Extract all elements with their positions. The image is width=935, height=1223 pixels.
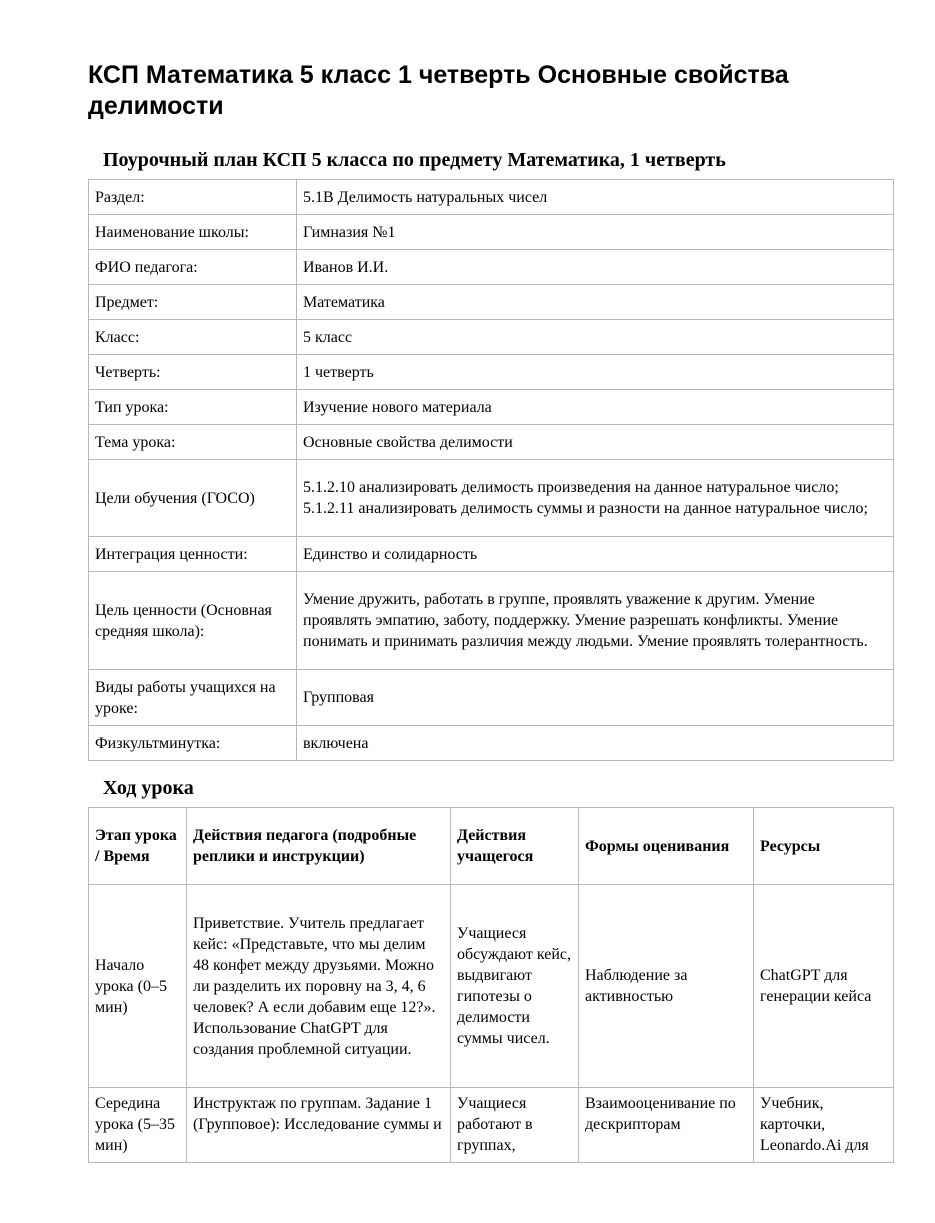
lesson-header-row bbox=[89, 808, 894, 885]
header-resources: Ресурсы bbox=[754, 808, 894, 885]
info-value: Групповая bbox=[297, 670, 894, 726]
info-label: Виды работы учащихся на уроке: bbox=[89, 670, 297, 726]
info-label: Предмет: bbox=[89, 285, 297, 320]
info-value: 5.1В Делимость натуральных чисел bbox=[297, 180, 894, 215]
info-row-section bbox=[89, 180, 894, 215]
info-label: Четверть: bbox=[89, 355, 297, 390]
lesson-stage: Начало урока (0–5 мин) bbox=[89, 885, 187, 1088]
page-bottom-mask bbox=[0, 1163, 935, 1223]
info-row-grade bbox=[89, 320, 894, 355]
info-label: Класс: bbox=[89, 320, 297, 355]
info-value: Умение дружить, работать в группе, проявлять уважение к другим. Умение проявлять эмпатию, заботу, поддержку. Умение разрешать конфликты. Умение понимать и принимать различия между людьми. Умение проявлять толерантность. bbox=[297, 572, 894, 670]
lesson-resources: ChatGPT для генерации кейса bbox=[754, 885, 894, 1088]
info-value: Гимназия №1 bbox=[297, 215, 894, 250]
lesson-teacher: Инструктаж по группам. Задание 1 (Групповое): Исследование суммы и bbox=[187, 1088, 451, 1163]
info-value: Иванов И.И. bbox=[297, 250, 894, 285]
info-label: Тип урока: bbox=[89, 390, 297, 425]
info-row-work-types bbox=[89, 670, 894, 726]
lesson-flow-table bbox=[88, 807, 894, 1163]
info-row-quarter bbox=[89, 355, 894, 390]
info-label: Интеграция ценности: bbox=[89, 537, 297, 572]
info-value: включена bbox=[297, 726, 894, 761]
header-teacher-actions: Действия педагога (подробные реплики и инструкции) bbox=[187, 808, 451, 885]
lesson-assessment: Взаимооценивание по дескрипторам bbox=[579, 1088, 754, 1163]
info-label: Наименование школы: bbox=[89, 215, 297, 250]
info-label: Раздел: bbox=[89, 180, 297, 215]
lesson-stage: Середина урока (5–35 мин) bbox=[89, 1088, 187, 1163]
info-label: Цель ценности (Основная средняя школа): bbox=[89, 572, 297, 670]
info-label: Физкультминутка: bbox=[89, 726, 297, 761]
lesson-student: Учащиеся работают в группах, bbox=[451, 1088, 579, 1163]
info-value: 5.1.2.10 анализировать делимость произведения на данное натуральное число; 5.1.2.11 анализировать делимость суммы и разности на данное натуральное число; bbox=[297, 460, 894, 537]
info-row-topic bbox=[89, 425, 894, 460]
lesson-row-start bbox=[89, 885, 894, 1088]
info-value: Основные свойства делимости bbox=[297, 425, 894, 460]
header-stage: Этап урока / Время bbox=[89, 808, 187, 885]
info-value: 1 четверть bbox=[297, 355, 894, 390]
lesson-resources: Учебник, карточки, Leonardo.Ai для bbox=[754, 1088, 894, 1163]
info-row-teacher bbox=[89, 250, 894, 285]
info-row-value-integration bbox=[89, 537, 894, 572]
lesson-teacher: Приветствие. Учитель предлагает кейс: «Представьте, что мы делим 48 конфет между друзьями. Можно ли разделить их поровну на 3, 4, 6 человек? А если добавим еще 12?». Использование ChatGPT для создания проблемной ситуации. bbox=[187, 885, 451, 1088]
info-row-value-goal bbox=[89, 572, 894, 670]
info-row-subject bbox=[89, 285, 894, 320]
info-label: Тема урока: bbox=[89, 425, 297, 460]
lesson-row-middle bbox=[89, 1088, 894, 1163]
header-student-actions: Действия учащегося bbox=[451, 808, 579, 885]
info-value: Единство и солидарность bbox=[297, 537, 894, 572]
lesson-student: Учащиеся обсуждают кейс, выдвигают гипотезы о делимости суммы чисел. bbox=[451, 885, 579, 1088]
document-title: КСП Математика 5 класс 1 четверть Основные свойства делимости bbox=[88, 61, 789, 120]
info-row-lesson-type bbox=[89, 390, 894, 425]
header-assessment: Формы оценивания bbox=[579, 808, 754, 885]
info-value: Математика bbox=[297, 285, 894, 320]
info-row-school bbox=[89, 215, 894, 250]
info-label: ФИО педагога: bbox=[89, 250, 297, 285]
info-value: Изучение нового материала bbox=[297, 390, 894, 425]
lesson-assessment: Наблюдение за активностью bbox=[579, 885, 754, 1088]
info-value: 5 класс bbox=[297, 320, 894, 355]
info-row-exercise bbox=[89, 726, 894, 761]
lesson-info-table bbox=[88, 179, 894, 761]
plan-heading: Поурочный план КСП 5 класса по предмету Математика, 1 четверть bbox=[103, 149, 726, 171]
info-label: Цели обучения (ГОСО) bbox=[89, 460, 297, 537]
course-heading: Ход урока bbox=[103, 777, 194, 799]
info-row-goals bbox=[89, 460, 894, 537]
